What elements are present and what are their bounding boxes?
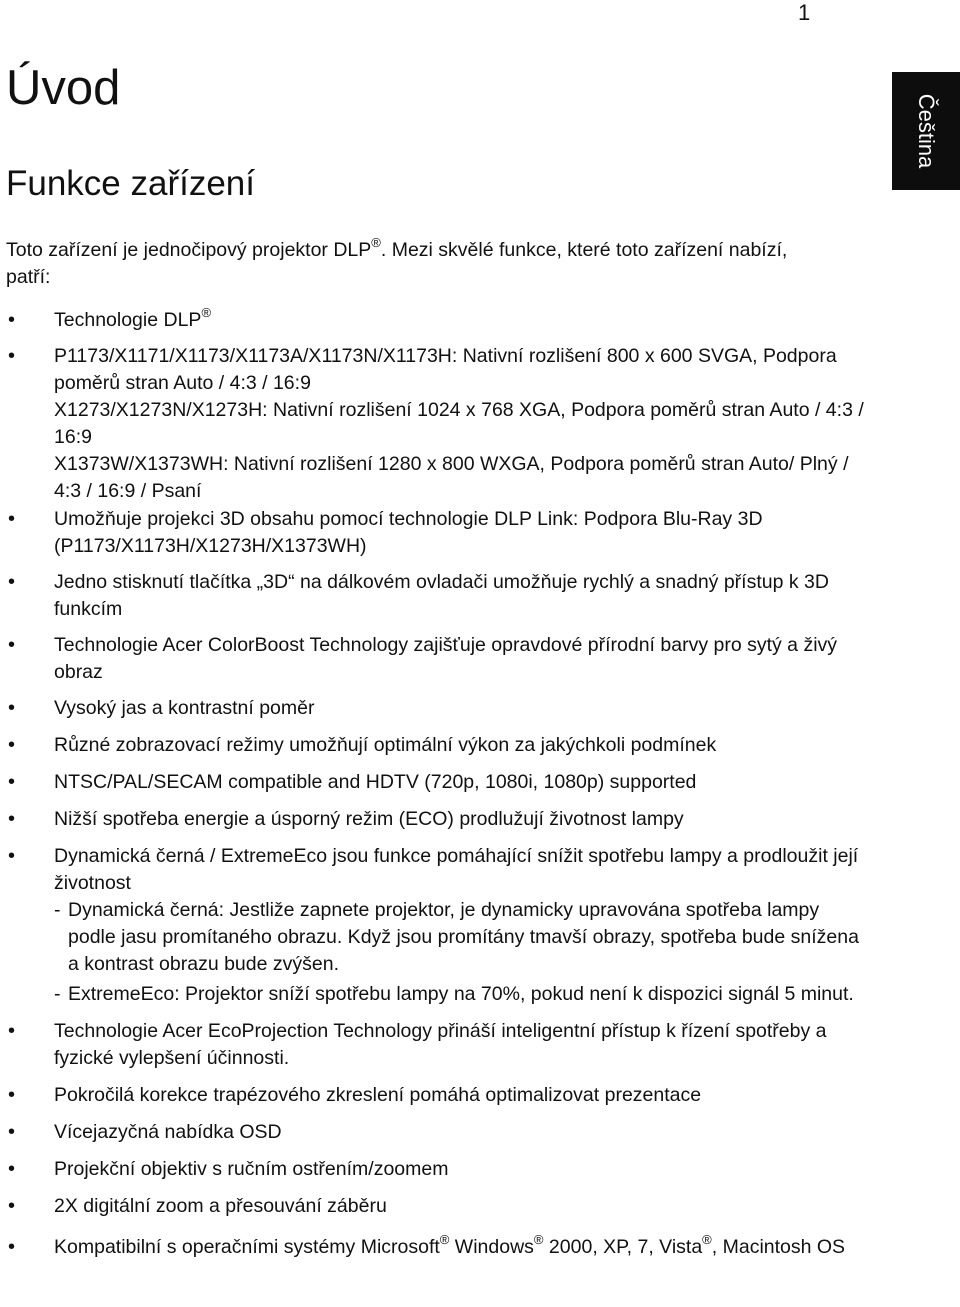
feature-ntsc (6, 769, 866, 796)
feature-keystone (6, 1082, 866, 1109)
bullet-icon: • (8, 1158, 16, 1180)
sub-item-dynamic-black-text: Dynamická černá: Jestliže zapnete projektor, je dynamicky upravována spotřeba lampy podle jasu promítaného obrazu. Když jsou promítány tmavší obrazy, spotřeba bude snížena a kontrast obrazu bude zvýšen. (68, 899, 859, 975)
feature-dlp-text: Technologie DLP (54, 309, 202, 331)
bullet-icon: • (8, 309, 16, 331)
feature-lens-text: Projekční objektiv s ručním ostřením/zoomem (54, 1158, 449, 1180)
section-title: Funkce zařízení (6, 164, 255, 203)
registered-mark: ® (533, 1232, 544, 1247)
feature-list (6, 307, 866, 1261)
feature-brightness (6, 695, 866, 722)
bullet-icon: • (8, 1121, 16, 1143)
bullet-icon: • (8, 1236, 16, 1258)
bullet-icon: • (8, 697, 16, 719)
bullet-icon: • (8, 508, 16, 530)
feature-colorboost (6, 632, 866, 686)
intro-text-start: Toto zařízení je jednočipový projektor DLP (6, 239, 372, 261)
feature-3d-projection (6, 506, 866, 560)
page-number: 1 (798, 0, 811, 25)
feature-brightness-text: Vysoký jas a kontrastní poměr (54, 697, 315, 719)
feature-3d-projection-text: Umožňuje projekci 3D obsahu pomocí technologie DLP Link: Podpora Blu-Ray 3D (P1173/X1173H/X1273H/X1373WH) (54, 508, 763, 557)
feature-dynamic-black (6, 843, 866, 1008)
sub-item-extremeeco-text: ExtremeEco: Projektor sníží spotřebu lampy na 70%, pokud není k dispozici signál 5 minut. (68, 983, 854, 1005)
bullet-icon: • (8, 345, 16, 367)
dash-icon: - (54, 983, 61, 1005)
feature-one-touch-3d (6, 569, 866, 623)
registered-mark: ® (702, 1232, 712, 1247)
bullet-icon: • (8, 1084, 16, 1106)
bullet-icon: • (8, 845, 16, 867)
bullet-icon: • (8, 1020, 16, 1042)
bullet-icon: • (8, 808, 16, 830)
bullet-icon: • (8, 571, 16, 593)
feature-osd-text: Vícejazyčná nabídka OSD (54, 1121, 282, 1143)
feature-resolution (6, 343, 866, 505)
feature-display-modes-text: Různé zobrazovací režimy umožňují optimální výkon za jakýchkoli podmínek (54, 734, 717, 756)
intro-text-end: . Mezi skvělé funkce, které toto zařízení nabízí, patří: (6, 239, 788, 288)
feature-dynamic-black-text: Dynamická černá / ExtremeEco jsou funkce pomáhající snížit spotřebu lampy a prodloužit její životnost (54, 845, 859, 894)
feature-eco-mode (6, 806, 866, 833)
feature-zoom (6, 1193, 866, 1220)
bullet-icon: • (8, 734, 16, 756)
feature-lens (6, 1156, 866, 1183)
feature-display-modes (6, 732, 866, 759)
feature-colorboost-text: Technologie Acer ColorBoost Technology zajišťuje opravdové přírodní barvy pro sytý a živý obraz (54, 634, 838, 683)
os-text-4: , Macintosh OS (711, 1236, 846, 1258)
bullet-icon: • (8, 1195, 16, 1217)
feature-ecoprojection-text: Technologie Acer EcoProjection Technology přináší inteligentní přístup k řízení spotřeby a fyzické vylepšení účinnosti. (54, 1020, 827, 1069)
resolution-wxga: X1373W/X1373WH: Nativní rozlišení 1280 x 800 WXGA, Podpora poměrů stran Auto/ Plný / 4:3 / 16:9 / Psaní (54, 453, 849, 502)
registered-mark: ® (371, 235, 381, 250)
feature-eco-mode-text: Nižší spotřeba energie a úsporný režim (ECO) prodlužují životnost lampy (54, 808, 684, 830)
bullet-icon: • (8, 634, 16, 656)
registered-mark: ® (439, 1232, 450, 1247)
bullet-icon: • (8, 771, 16, 793)
feature-ecoprojection (6, 1018, 866, 1072)
feature-os-compatibility (6, 1234, 866, 1261)
os-text-3: 2000, XP, 7, Vista (543, 1236, 703, 1258)
language-tab-label: Čeština (914, 93, 939, 169)
feature-osd (6, 1119, 866, 1146)
os-text-2: Windows (449, 1236, 534, 1258)
language-tab (892, 72, 960, 190)
dash-icon: - (54, 899, 61, 921)
os-text-1: Kompatibilní s operačními systémy Microsoft (54, 1236, 440, 1258)
sub-item-extremeeco (54, 981, 866, 1008)
feature-ntsc-text: NTSC/PAL/SECAM compatible and HDTV (720p, 1080i, 1080p) supported (54, 771, 697, 793)
intro-paragraph (6, 237, 826, 291)
feature-zoom-text: 2X digitální zoom a přesouvání záběru (54, 1195, 387, 1217)
resolution-svga: P1173/X1171/X1173/X1173A/X1173N/X1173H: Nativní rozlišení 800 x 600 SVGA, Podpora poměrů stran Auto / 4:3 / 16:9 (54, 345, 837, 394)
registered-mark: ® (201, 305, 212, 320)
feature-keystone-text: Pokročilá korekce trapézového zkreslení pomáhá optimalizovat prezentace (54, 1084, 702, 1106)
feature-dlp (6, 307, 866, 334)
feature-one-touch-3d-text: Jedno stisknutí tlačítka „3D“ na dálkovém ovladači umožňuje rychlý a snadný přístup k 3D funkcím (54, 571, 829, 620)
sub-item-dynamic-black (54, 897, 866, 978)
page-title: Úvod (6, 61, 121, 115)
resolution-xga: X1273/X1273N/X1273H: Nativní rozlišení 1024 x 768 XGA, Podpora poměrů stran Auto / 4:3 / 16:9 (54, 399, 864, 448)
